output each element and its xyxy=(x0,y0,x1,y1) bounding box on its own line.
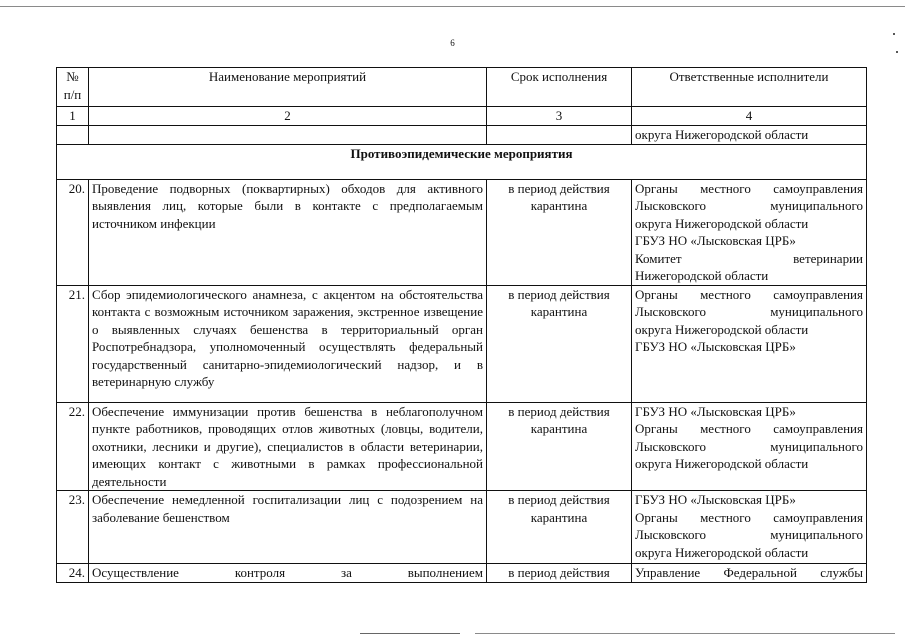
executor-line: Органы местного самоуправления xyxy=(635,180,863,196)
table-header-row xyxy=(57,68,867,107)
table-row xyxy=(57,564,867,583)
executor-line: округа Нижегородской области xyxy=(635,215,809,231)
cell-empty xyxy=(57,125,89,144)
executor-line: Нижегородской области xyxy=(635,268,769,283)
scan-line-bottom xyxy=(475,633,895,634)
table-row xyxy=(57,402,867,491)
measures-table xyxy=(56,67,867,583)
executor-line: ГБУЗ НО «Лысковская ЦРБ» xyxy=(635,233,796,248)
scan-line-top xyxy=(0,6,905,7)
row-event: Сбор эпидемиологического анамнеза, с акцентом на обстоятельства контакта с возможным источником заражения, экстренное извещение о выявленных случаях бешенства в территориальный орган Роспотребнадзора, уполномоченный осуществлять федеральный государственный санитарно-эпидемиологический надзор, и в ветеринарную службу xyxy=(89,285,487,402)
header-event: Наименование мероприятий xyxy=(89,68,487,107)
colnum-1: 1 xyxy=(57,107,89,126)
table-row xyxy=(57,491,867,564)
cell-empty xyxy=(89,125,487,144)
row-executors xyxy=(632,285,867,402)
row-executors xyxy=(632,402,867,491)
row-event xyxy=(89,564,487,583)
row-executors xyxy=(632,491,867,564)
executor-line: округа Нижегородской области xyxy=(635,544,809,560)
executor-line: Органы местного самоуправления xyxy=(635,509,863,525)
executor-line: ГБУЗ НО «Лысковская ЦРБ» xyxy=(635,339,796,354)
executor-line: Комитет ветеринарии xyxy=(635,250,863,266)
colnum-4: 4 xyxy=(632,107,867,126)
cell-empty xyxy=(487,125,632,144)
scan-speck xyxy=(896,51,898,53)
row-number: 22. xyxy=(57,402,89,491)
executor-line: ГБУЗ НО «Лысковская ЦРБ» xyxy=(635,403,796,419)
executor-line: Лысковского муниципального xyxy=(635,527,863,542)
scan-speck xyxy=(893,33,895,35)
page-number: 6 xyxy=(450,38,455,48)
row-term: в период действия xyxy=(487,564,632,583)
row-number: 23. xyxy=(57,491,89,564)
row-term: в период действия карантина xyxy=(487,491,632,564)
executor-line: Органы местного самоуправления xyxy=(635,421,863,436)
row-event: Обеспечение немедленной госпитализации лиц с подозрением на заболевание бешенством xyxy=(89,491,487,564)
header-executors: Ответственные исполнители xyxy=(632,68,867,107)
colnum-2: 2 xyxy=(89,107,487,126)
row-term: в период действия карантина xyxy=(487,285,632,402)
scan-line-bottom xyxy=(360,633,460,634)
executor-line: Органы местного самоуправления xyxy=(635,286,863,302)
column-number-row xyxy=(57,107,867,126)
continuation-executors: округа Нижегородской области xyxy=(632,125,867,144)
row-number: 24. xyxy=(57,564,89,583)
row-executors xyxy=(632,564,867,583)
row-term: в период действия карантина xyxy=(487,179,632,285)
row-event-text: Осуществление контроля за выполнением xyxy=(92,565,483,580)
table-row xyxy=(57,285,867,402)
colnum-3: 3 xyxy=(487,107,632,126)
executor-line: Лысковского муниципального xyxy=(635,198,863,213)
row-number: 21. xyxy=(57,285,89,402)
header-term: Срок исполнения xyxy=(487,68,632,107)
row-number: 20. xyxy=(57,179,89,285)
continuation-row xyxy=(57,125,867,144)
row-executors xyxy=(632,179,867,285)
executor-line: Лысковского муниципального xyxy=(635,438,863,454)
row-event: Проведение подворных (поквартирных) обходов для активного выявления лиц, которые были в контакте с предполагаемым источником инфекции xyxy=(89,179,487,285)
header-num: № п/п xyxy=(57,68,89,107)
section-title: Противоэпидемические мероприятия xyxy=(57,144,867,179)
executor-line: ГБУЗ НО «Лысковская ЦРБ» xyxy=(635,492,796,507)
executor-line: округа Нижегородской области xyxy=(635,456,809,471)
row-term: в период действия карантина xyxy=(487,402,632,491)
table-row xyxy=(57,179,867,285)
executor-line: Управление Федеральной службы xyxy=(635,565,863,580)
executor-line: Лысковского муниципального xyxy=(635,304,863,319)
executor-line: округа Нижегородской области xyxy=(635,321,809,337)
row-event: Обеспечение иммунизации против бешенства в неблагополучном пункте работников, проводящих отлов животных (ловцы, водители, охотники, лесники и другие), специалистов в области ветеринарии, имеющих контакт с животными в рамках профессиональной деятельности xyxy=(89,402,487,491)
section-row xyxy=(57,144,867,179)
